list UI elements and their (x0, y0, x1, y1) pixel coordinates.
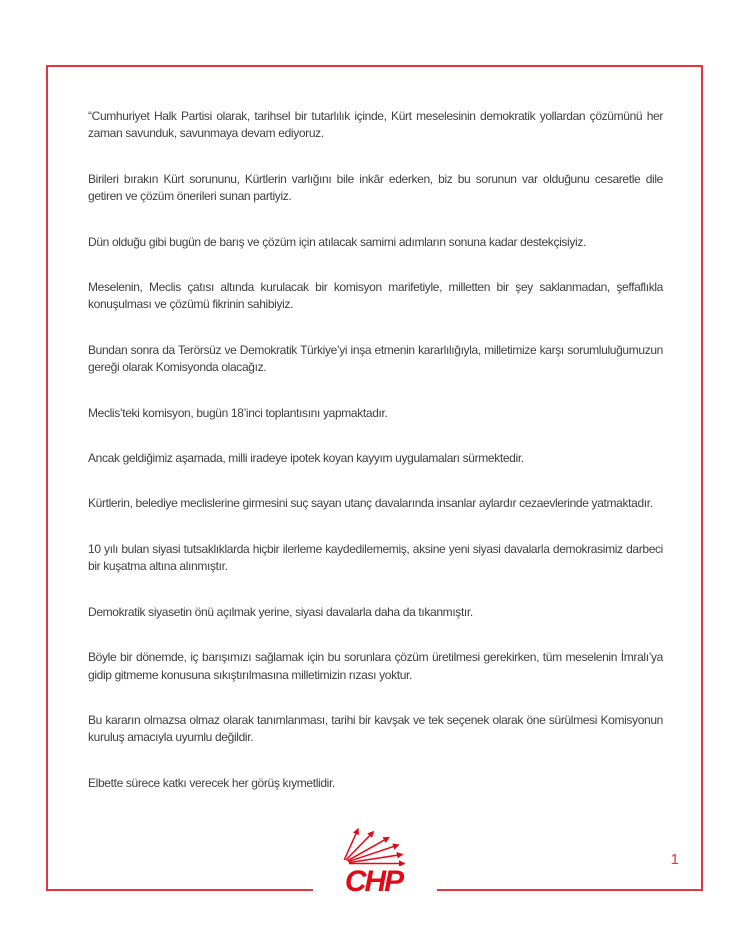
chp-logo-text: CHP (344, 865, 403, 898)
statement-paragraph: Meselenin, Meclis çatısı altında kurulacak bir komisyon marifetiyle, milletten bir şey saklanmadan, şeffaflıkla konuşulması ve çözümü fikrinin sahibiyiz. (88, 280, 663, 312)
statement-paragraph: 10 yılı bulan siyasi tutsaklıklarda hiçbir ilerleme kaydedilememiş, aksine yeni siyasi davalarla demokrasimiz darbeci bir kuşatma altına alınmıştır. (88, 541, 663, 574)
statement-paragraph: Elbette sürece katkı verecek her görüş kıymetlidir. (88, 775, 335, 790)
statement-paragraph: Kürtlerin, belediye meclislerine girmesini suç sayan utanç davalarında insanlar aylardır cezaevlerinde yatmaktadır. (88, 496, 653, 511)
page-border-frame (46, 65, 703, 891)
statement-paragraph: Böyle bir dönemde, iç barışımızı sağlamak için bu sorunlara çözüm üretilmesi gerekirken, tüm meselenin İmralı’ya gidip gitmeme konusuna sıkıştırılmasına milletimizin rızası yoktur. (88, 650, 663, 682)
statement-paragraph: Bu kararın olmazsa olmaz olarak tanımlanması, tarihi bir kavşak ve tek seçenek olarak öne sürülmesi Komisyonun kuruluş amacıyla uyumlu değildir. (88, 712, 663, 745)
statement-paragraph: Bundan sonra da Terörsüz ve Demokratik Türkiye’yi inşa etmenin kararlılığıyla, milletimize karşı sorumluluğumuzun gereği olarak Komisyonda olacağız. (88, 342, 663, 375)
statement-paragraph: Dün olduğu gibi bugün de barış ve çözüm için atılacak samimi adımların sonuna kadar destekçisiyiz. (88, 234, 586, 249)
statement-body (88, 108, 663, 820)
statement-paragraph: Meclis’teki komisyon, bugün 18’inci toplantısını yapmaktadır. (88, 405, 388, 420)
statement-paragraph: “Cumhuriyet Halk Partisi olarak, tarihsel bir tutarlılık içinde, Kürt meselesinin demokratik yollardan çözümünü her zaman savunduk, savunmaya devam ediyoruz. (88, 109, 663, 141)
statement-paragraph: Birileri bırakın Kürt sorununu, Kürtlerin varlığını bile inkâr ederken, biz bu sorunun var olduğunu cesaretle dile getiren ve çözüm önerileri sunan partiyiz. (88, 171, 663, 204)
chp-six-arrows-icon (341, 826, 409, 866)
statement-paragraph: Ancak geldiğimiz aşamada, milli iradeye ipotek koyan kayyım uygulamaları sürmektedir. (88, 451, 524, 466)
chp-logo (313, 824, 437, 901)
statement-paragraph: Demokratik siyasetin önü açılmak yerine, siyasi davalarla daha da tıkanmıştır. (88, 604, 473, 619)
page-number: 1 (670, 851, 679, 868)
